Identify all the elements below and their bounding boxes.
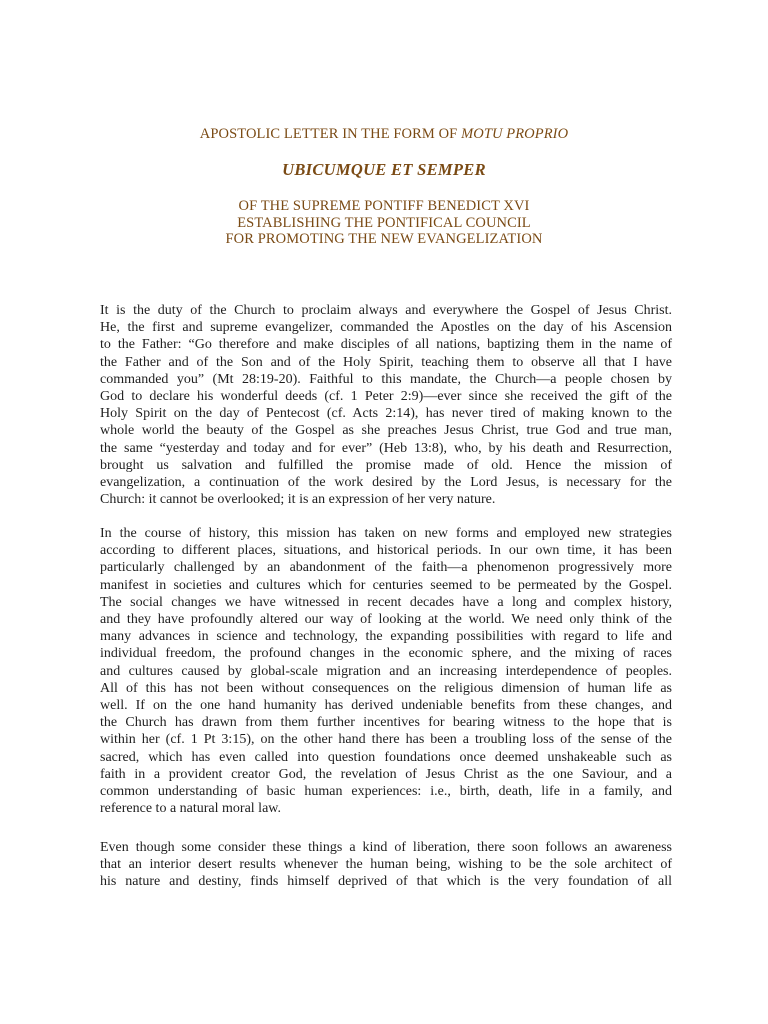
text-line: well. If on the one hand humanity has derived undeniable benefits from these changes, and <box>100 698 672 714</box>
subtitle-line: OF THE SUPREME PONTIFF BENEDICT XVI <box>238 198 530 214</box>
document-type-prefix: APOSTOLIC LETTER IN THE FORM OF <box>199 126 462 142</box>
text-line: Church: it cannot be overlooked; it is an expression of her very nature. <box>100 492 496 508</box>
text-line: and cultures caused by global-scale migration and an increasing interdependence of peoples. <box>100 663 672 679</box>
text-line: reference to a natural moral law. <box>100 801 281 817</box>
text-line: sacred, which has even called into question foundations once deemed unshakeable such as <box>100 749 672 765</box>
document-type-italic: MOTU PROPRIO <box>461 126 569 142</box>
text-line: whole world the beauty of the Gospel as she preaches Jesus Christ, true God and true man, <box>100 423 672 439</box>
document-type-heading <box>0 126 768 143</box>
text-line: the Church has drawn from them further incentives for bearing witness to the hope that is <box>100 715 672 731</box>
subtitle-line: FOR PROMOTING THE NEW EVANGELIZATION <box>225 231 543 247</box>
text-line: In the course of history, this mission has taken on new forms and employed new strategies <box>100 526 672 541</box>
text-line: according to different places, situations, and historical periods. In our own time, it has been <box>100 543 672 559</box>
text-line: individual freedom, the profound changes in the economic sphere, and the mixing of races <box>100 646 672 662</box>
text-line: common understanding of basic human experiences: i.e., birth, death, life in a family, and <box>100 784 672 800</box>
text-line: to the Father: “Go therefore and make disciples of all nations, baptizing them in the name of <box>100 337 672 353</box>
text-line: The social changes we have witnessed in recent decades have a long and complex history, <box>100 594 672 610</box>
text-line: the Father and of the Son and of the Holy Spirit, teaching them to observe all that I have <box>100 354 672 370</box>
text-line: his nature and destiny, finds himself deprived of that which is the very foundation of all <box>100 874 672 890</box>
text-line: faith in a provident creator God, the revelation of Jesus Christ as the one Saviour, and a <box>100 766 672 782</box>
text-line: brought us salvation and fulfilled the promise made of old. Hence the mission of <box>100 457 672 473</box>
text-line: particularly challenged by an abandonment of the faith—a phenomenon progressively more <box>100 560 672 576</box>
text-line: Holy Spirit on the day of Pentecost (cf. Acts 2:14), has never tired of making known to the <box>100 406 672 422</box>
paragraph-3 <box>100 839 672 891</box>
text-line: within her (cf. 1 Pt 3:15), on the other hand there has been a troubling loss of the sense of the <box>100 732 672 748</box>
text-line: commanded you” (Mt 28:19-20). Faithful to this mandate, the Church—a people chosen by <box>100 371 672 387</box>
text-line: many advances in science and technology, the expanding possibilities with regard to life and <box>100 629 672 645</box>
subtitle-line: ESTABLISHING THE PONTIFICAL COUNCIL <box>237 214 531 231</box>
paragraph-2 <box>100 525 672 817</box>
text-line: God to declare his wonderful deeds (cf. 1 Peter 2:9)—ever since she received the gift of the <box>100 389 672 405</box>
text-line: the same “yesterday and today and for ever” (Heb 13:8), who, by his death and Resurrection, <box>100 440 672 456</box>
text-line: evangelization, a continuation of the work desired by the Lord Jesus, is necessary for the <box>100 475 672 491</box>
paragraph-1 <box>100 302 672 508</box>
text-line: and they have profoundly altered our way of looking at the world. We need only think of the <box>100 612 672 628</box>
document-title: UBICUMQUE ET SEMPER <box>282 160 486 179</box>
text-line: that an interior desert results whenever the human being, wishing to be the sole architect of <box>100 857 672 873</box>
document-subtitle <box>0 198 768 248</box>
text-line: He, the first and supreme evangelizer, commanded the Apostles on the day of his Ascension <box>100 320 672 336</box>
text-line: Even though some consider these things a kind of liberation, there soon follows an awareness <box>100 840 672 855</box>
text-line: It is the duty of the Church to proclaim always and everywhere the Gospel of Jesus Christ. <box>100 303 672 318</box>
text-line: manifest in societies and cultures which for centuries seemed to be permeated by the Gospel. <box>100 577 672 593</box>
text-line: All of this has not been without consequences on the religious dimension of human life as <box>100 680 672 696</box>
